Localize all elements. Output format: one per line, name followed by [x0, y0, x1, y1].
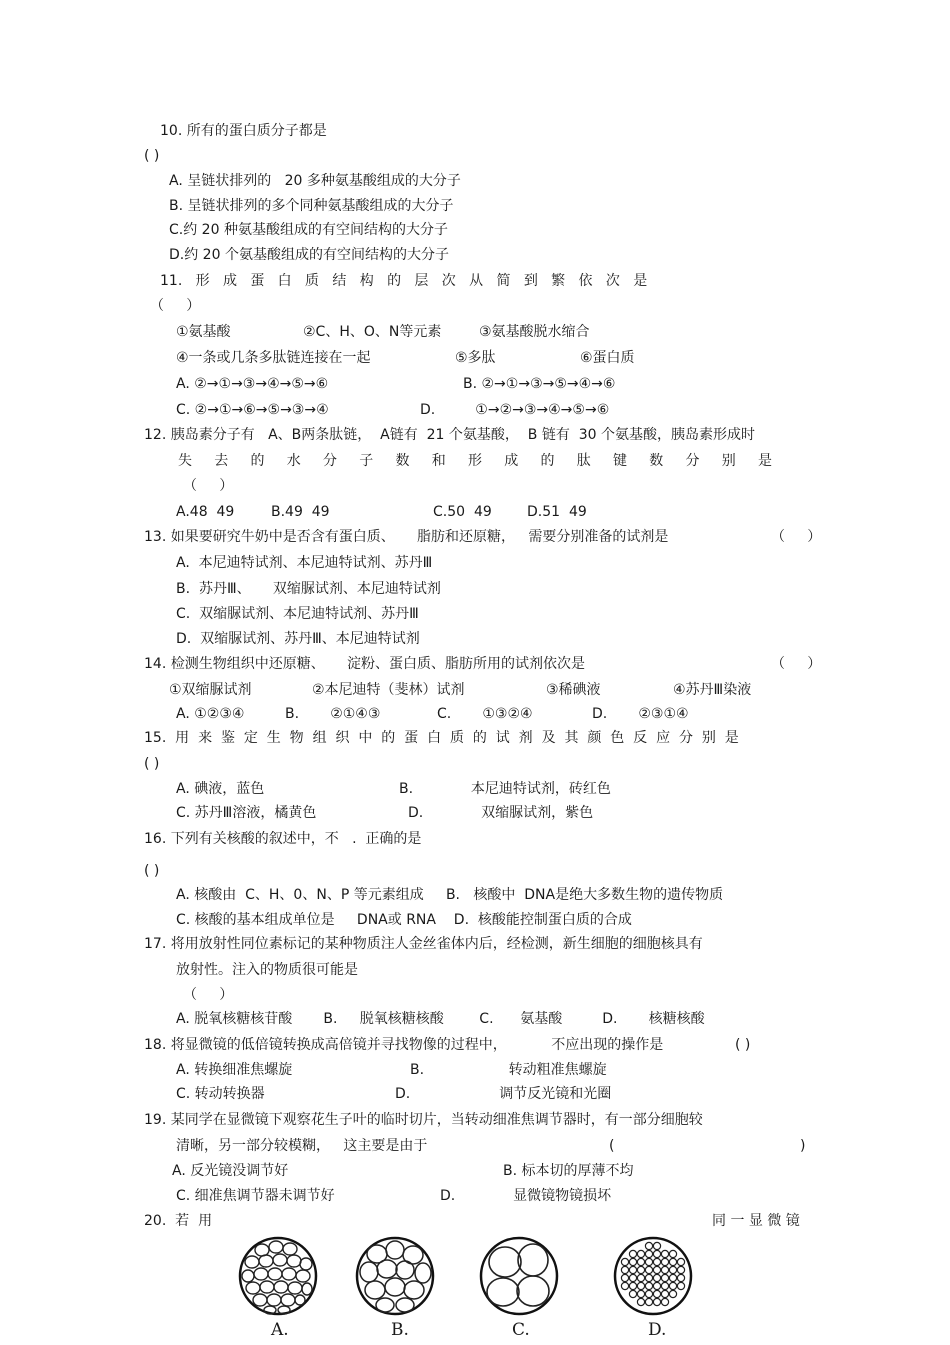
q13-option-b: B. 苏丹Ⅲ、 双缩脲试剂、本尼迪特试剂	[176, 581, 441, 597]
q17-stem: 17. 将用放射性同位素标记的某种物质注人金丝雀体内后，经检测，新生细胞的细胞核具有	[144, 936, 703, 952]
q18-option-c: C. 转动转换器	[176, 1086, 265, 1102]
q20-stem-left: 20. 若 用	[144, 1213, 213, 1229]
cell	[661, 1290, 668, 1297]
cell	[645, 1258, 652, 1265]
q17-stem-2: 放射性。注入的物质很可能是	[176, 962, 358, 978]
q14-item-4: ④苏丹Ⅲ染液	[673, 682, 752, 698]
figure-label-d: D.	[648, 1320, 667, 1340]
q14-stem: 14. 检测生物组织中还原糖、 淀粉、蛋白质、脂肪所用的试剂依次是	[144, 656, 585, 672]
q12-stem-2: 失 去 的 水 分 子 数 和 形 成 的 肽 键 数 分 别 是	[178, 453, 773, 469]
q11-item-4: ④一条或几条多肽链连接在一起	[176, 350, 371, 366]
q12-option-d: D.51 49	[527, 504, 587, 520]
figure-label-c: C.	[512, 1320, 530, 1340]
cells-medium-figure	[355, 1236, 435, 1316]
cell	[621, 1266, 628, 1273]
cell	[645, 1250, 652, 1257]
q18-stem: 18. 将显微镜的低倍镜转换成高倍镜并寻找物像的过程中， 不应出现的操作是	[144, 1037, 664, 1053]
cell	[653, 1274, 660, 1281]
q11-option-d: D. ①→②→③→④→⑤→⑥	[420, 402, 610, 418]
cells-small-dense-figure	[238, 1236, 318, 1316]
q18-option-d: D. 调节反光镜和光圈	[395, 1086, 612, 1102]
q12-option-b: B.49 49	[271, 504, 330, 520]
q18-option-a: A. 转换细准焦螺旋	[176, 1062, 293, 1078]
q10-stem: 10. 所有的蛋白质分子都是	[160, 123, 327, 139]
q10-paren: ( )	[144, 148, 160, 164]
cell	[653, 1258, 660, 1265]
q17-paren: （ ）	[183, 987, 234, 1003]
q18-option-b: B. 转动粗准焦螺旋	[410, 1062, 607, 1078]
q13-stem: 13. 如果要研究牛奶中是否含有蛋白质、 脂肪和还原糖， 需要分别准备的试剂是	[144, 529, 669, 545]
cell	[629, 1258, 636, 1265]
cell	[677, 1258, 684, 1265]
cell	[653, 1250, 660, 1257]
cell	[621, 1258, 628, 1265]
cell	[661, 1298, 668, 1305]
cell	[645, 1266, 652, 1273]
q18-paren: ( )	[735, 1037, 751, 1053]
q11-item-5: ⑤多肽	[455, 350, 496, 366]
cell	[653, 1290, 660, 1297]
q12-paren: （ ）	[183, 478, 234, 494]
q14-option-c: C. ①③②④	[437, 706, 533, 722]
cell	[645, 1274, 652, 1281]
cell	[677, 1274, 684, 1281]
cell	[637, 1290, 644, 1297]
q20-stem-right: 同 一 显 微 镜	[712, 1213, 800, 1229]
cell	[645, 1298, 652, 1305]
cell	[661, 1282, 668, 1289]
cell	[653, 1242, 660, 1249]
cell	[629, 1290, 636, 1297]
cell	[621, 1282, 628, 1289]
cell	[677, 1282, 684, 1289]
q10-option-d: D.约 20 个氨基酸组成的有空间结构的大分子	[169, 247, 449, 263]
q10-option-b: B. 呈链状排列的多个同种氨基酸组成的大分子	[169, 198, 454, 214]
q19-option-b: B. 标本切的厚薄不均	[503, 1163, 634, 1179]
cell	[621, 1274, 628, 1281]
q19-paren-close: )	[800, 1138, 806, 1154]
q11-item-1: ①氨基酸	[176, 324, 231, 340]
cell	[629, 1282, 636, 1289]
q14-item-2: ②本尼迪特（斐林）试剂	[312, 682, 465, 698]
cell	[637, 1282, 644, 1289]
q13-option-c: C. 双缩脲试剂、本尼迪特试剂、苏丹Ⅲ	[176, 606, 419, 622]
q19-stem-2: 清晰，另一部分较模糊， 这主要是由于	[176, 1138, 428, 1154]
q11-item-2: ②C、H、O、N等元素	[303, 324, 442, 340]
cell	[669, 1282, 676, 1289]
cell	[637, 1298, 644, 1305]
cell	[637, 1250, 644, 1257]
microscope-view-a	[238, 1236, 318, 1316]
q12-stem: 12. 胰岛素分子有 A、B两条肽链， A链有 21 个氨基酸， B 链有 30 个氨基酸，胰岛素形成时	[144, 427, 756, 443]
figure-label-b: B.	[391, 1320, 409, 1340]
cell	[669, 1266, 676, 1273]
cell	[677, 1266, 684, 1273]
microscope-view-c	[479, 1236, 559, 1316]
cell	[637, 1266, 644, 1273]
q13-paren: （ ）	[771, 529, 822, 545]
q19-option-d: D. 显微镜物镜损坏	[440, 1188, 612, 1204]
cell	[653, 1266, 660, 1273]
q11-stem: 11. 形 成 蛋 白 质 结 构 的 层 次 从 简 到 繁 依 次 是	[160, 273, 648, 289]
q10-option-c: C.约 20 种氨基酸组成的有空间结构的大分子	[169, 222, 448, 238]
q15-stem: 15. 用 来 鉴 定 生 物 组 织 中 的 蛋 白 质 的 试 剂 及 其 颜 色 反 应 分 别 是	[144, 730, 739, 746]
cell	[629, 1250, 636, 1257]
q13-option-d: D. 双缩脲试剂、苏丹Ⅲ、本尼迪特试剂	[176, 631, 420, 647]
q11-item-6: ⑥蛋白质	[580, 350, 635, 366]
microscope-view-d	[613, 1236, 693, 1316]
cell	[637, 1274, 644, 1281]
cell	[637, 1258, 644, 1265]
q19-option-a: A. 反光镜没调节好	[172, 1163, 289, 1179]
microscope-view-b	[355, 1236, 435, 1316]
q11-paren: （ ）	[150, 298, 201, 314]
cell	[669, 1290, 676, 1297]
q15-option-a: A. 碘液，蓝色	[176, 781, 265, 797]
q13-option-a: A. 本尼迪特试剂、本尼迪特试剂、苏丹Ⅲ	[176, 555, 433, 571]
cell	[645, 1290, 652, 1297]
q19-stem: 19. 某同学在显微镜下观察花生子叶的临时切片，当转动细准焦调节器时，有一部分细胞较	[144, 1112, 703, 1128]
q19-option-c: C. 细准焦调节器未调节好	[176, 1188, 335, 1204]
q14-option-a: A. ①②③④	[176, 706, 245, 722]
cell	[669, 1250, 676, 1257]
cell	[661, 1266, 668, 1273]
cell	[661, 1258, 668, 1265]
q11-item-3: ③氨基酸脱水缩合	[479, 324, 590, 340]
q19-paren-open: (	[609, 1138, 615, 1154]
q10-option-a: A. 呈链状排列的 20 多种氨基酸组成的大分子	[169, 173, 461, 189]
cells-tiny-dense-figure	[613, 1236, 693, 1316]
cell	[629, 1266, 636, 1273]
cell	[645, 1282, 652, 1289]
cells-large-figure	[479, 1236, 559, 1316]
q12-option-c: C.50 49	[433, 504, 492, 520]
figure-label-a: A.	[271, 1320, 289, 1340]
q11-option-b: B. ②→①→③→⑤→④→⑥	[463, 376, 616, 392]
q14-item-3: ③稀碘液	[546, 682, 601, 698]
q15-option-d: D. 双缩脲试剂，紫色	[408, 805, 594, 821]
cell	[669, 1274, 676, 1281]
q14-option-b: B. ②①④③	[285, 706, 381, 722]
q16-stem: 16. 下列有关核酸的叙述中，不 . 正确的是	[144, 831, 422, 847]
q15-option-c: C. 苏丹Ⅲ溶液，橘黄色	[176, 805, 317, 821]
q11-option-c: C. ②→①→⑥→⑤→③→④	[176, 402, 329, 418]
cell	[661, 1250, 668, 1257]
q16-paren: ( )	[144, 863, 160, 879]
cell	[653, 1298, 660, 1305]
q16-options-cd: C. 核酸的基本组成单位是 DNA或 RNA D. 核酸能控制蛋白质的合成	[176, 912, 632, 928]
cell	[669, 1258, 676, 1265]
q14-paren: （ ）	[771, 656, 822, 672]
cell	[645, 1242, 652, 1249]
cell	[661, 1274, 668, 1281]
q17-options: A. 脱氧核糖核苷酸 B. 脱氧核糖核酸 C. 氨基酸 D. 核糖核酸	[176, 1011, 705, 1027]
cell	[629, 1274, 636, 1281]
q11-option-a: A. ②→①→③→④→⑤→⑥	[176, 376, 329, 392]
q16-options-ab: A. 核酸由 C、H、0、N、P 等元素组成 B. 核酸中 DNA是绝大多数生物的遗传物质	[176, 887, 724, 903]
cell	[653, 1282, 660, 1289]
q15-paren: ( )	[144, 756, 160, 772]
q14-option-d: D. ②③①④	[592, 706, 689, 722]
q14-item-1: ①双缩脲试剂	[169, 682, 252, 698]
q15-option-b: B. 本尼迪特试剂，砖红色	[399, 781, 611, 797]
q12-option-a: A.48 49	[176, 504, 235, 520]
